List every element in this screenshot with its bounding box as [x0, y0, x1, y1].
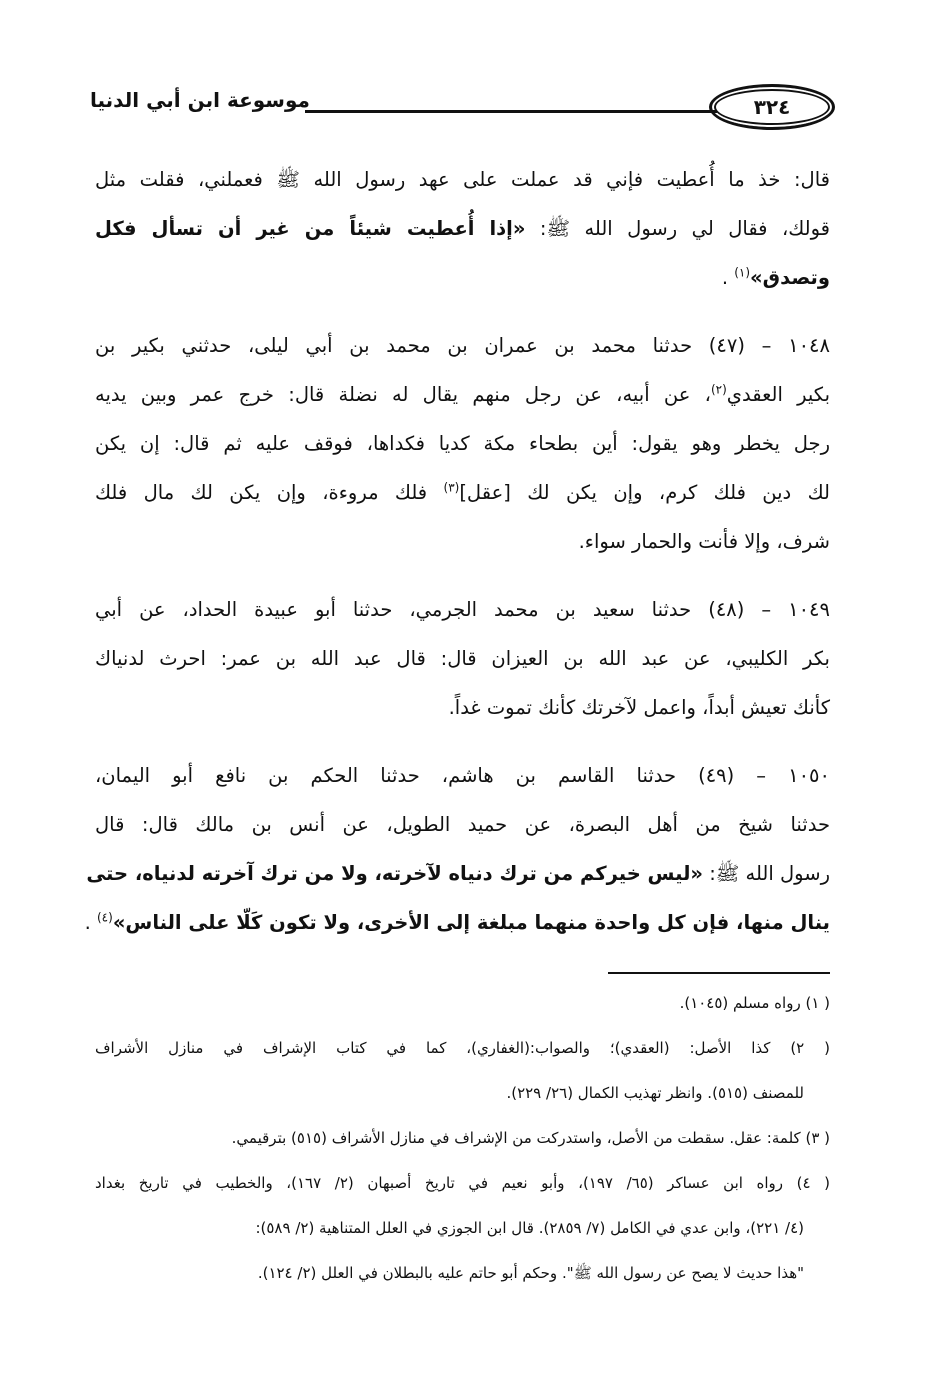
book-title: موسوعة ابن أبي الدنيا: [90, 88, 310, 112]
hadith-quote: وتصدق»: [750, 266, 830, 289]
text-line: [95, 419, 830, 468]
text-segment: قولك، فقال لي رسول الله ﷺ:: [525, 217, 831, 240]
paragraph: [84, 751, 830, 947]
text-segment: بكير العقدي: [726, 383, 830, 406]
text-line: [95, 155, 830, 204]
text-segment: .: [721, 266, 735, 289]
text-segment: ، عن أبيه، عن رجل منهم يقال له نضلة قال: خرج عمر وبين يديه: [95, 383, 711, 406]
text-segment: رجل يخطر وهو يقول: أين بطحاء مكة كديا فكداها، فوقف عليه ثم قال: إن يكن: [95, 432, 830, 455]
text-line: [95, 517, 830, 566]
hadith-quote: «إذا أُعطيت شيئاً من غير أن تسأل فكل: [95, 217, 526, 240]
text-line: [86, 849, 830, 898]
paragraph: [95, 155, 830, 302]
footnote-line: ( ٤) رواه ابن عساكر (٦٥/ ١٩٧)، وأبو نعيم في تاريخ أصبهان (٢/ ١٦٧)، والخطيب في تاريخ بغداد: [95, 1174, 831, 1192]
footnote-separator: [608, 972, 830, 974]
hadith-quote: «ليس خيركم من ترك دنياه لآخرته، ولا من ترك آخرته لدنياه، حتى: [86, 862, 703, 885]
paragraph: [95, 321, 830, 566]
text-segment: حدثنا شيخ من أهل البصرة، عن حميد الطويل، عن أنس بن مالك قال: قال: [95, 813, 830, 836]
text-line: [95, 204, 830, 253]
footnote-ref[interactable]: (٢): [710, 382, 727, 397]
text-segment: شرف، وإلا فأنت والحمار سواء.: [578, 530, 830, 553]
page-number-badge: [709, 84, 835, 130]
text-line: [95, 321, 830, 370]
page-number: ٣٢٤: [753, 95, 791, 119]
text-line: [84, 898, 830, 947]
footnote-line: ( ٢) كذا الأصل: (العقدي)؛ والصواب:(الغفاري)، كما في كتاب الإشراف في منازل الأشراف: [95, 1039, 830, 1057]
text-line: [95, 370, 830, 419]
text-segment: قال: خذ ما أُعطيت فإني قد عملت على عهد رسول الله ﷺ فعملني، فقلت مثل: [95, 168, 830, 191]
text-line: [95, 585, 830, 634]
footnote-ref[interactable]: (١): [734, 265, 751, 280]
footnote-ref[interactable]: (٣): [443, 480, 460, 495]
footnote-ref[interactable]: (٤): [96, 910, 113, 925]
paragraph: [95, 585, 830, 732]
footnote-line: (٤/ ٢٢١)، وابن عدي في الكامل (٧/ ٢٨٥٩). قال ابن الجوزي في العلل المتناهية (٢/ ٥٨٩):: [255, 1219, 804, 1237]
header-rule: [305, 110, 717, 113]
hadith-quote: ينال منها، فإن كل واحدة منهما مبلغة إلى الأخرى، ولا تكون كَلّا على الناس»: [112, 911, 830, 934]
text-line: [95, 800, 830, 849]
page-header: [90, 80, 835, 132]
text-segment: ١٠٤٩ – (٤٨) حدثنا سعيد بن محمد الجرمي، حدثنا أبو عبيدة الحداد، عن أبي: [95, 598, 830, 621]
text-segment: ١٠٥٠ – (٤٩) حدثنا القاسم بن هاشم، حدثنا الحكم بن نافع أبو اليمان،: [95, 764, 830, 787]
footnote-line: ( ١) رواه مسلم (١٠٤٥).: [679, 994, 830, 1012]
text-line: [95, 468, 830, 517]
text-segment: كأنك تعيش أبداً، واعمل لآخرتك كأنك تموت غداً.: [448, 696, 830, 719]
text-line: [95, 634, 830, 683]
text-segment: .: [84, 911, 97, 934]
text-segment: ١٠٤٨ – (٤٧) حدثنا محمد بن عمران بن محمد بن أبي ليلى، حدثني بكير بن: [95, 334, 830, 357]
footnotes: [95, 985, 830, 1300]
main-text: [84, 155, 831, 966]
footnote-line: للمصنف (٥١٥). وانظر تهذيب الكمال (٢٦/ ٢٢٩).: [506, 1084, 804, 1102]
text-segment: بكر الكليبي، عن عبد الله بن العيزان قال: قال عبد الله بن عمر: احرث لدنياك: [95, 647, 830, 670]
text-segment: رسول الله ﷺ:: [703, 862, 830, 885]
text-segment: لك دين فلك كرم، وإن يكن لك [عقل]: [459, 481, 830, 504]
text-line: [95, 751, 830, 800]
text-line: [95, 253, 830, 302]
text-segment: فلك مروءة، وإن يكن لك مال فلك: [95, 481, 444, 504]
text-line: [95, 683, 830, 732]
footnote-line: ( ٣) كلمة: عقل. سقطت من الأصل، واستدركت من الإشراف في منازل الأشراف (٥١٥) بترقيمي.: [231, 1129, 830, 1147]
footnote-line: "هذا حديث لا يصح عن رسول الله ﷺ". وحكم أبو حاتم عليه بالبطلان في العلل (٢/ ١٢٤).: [257, 1264, 804, 1282]
